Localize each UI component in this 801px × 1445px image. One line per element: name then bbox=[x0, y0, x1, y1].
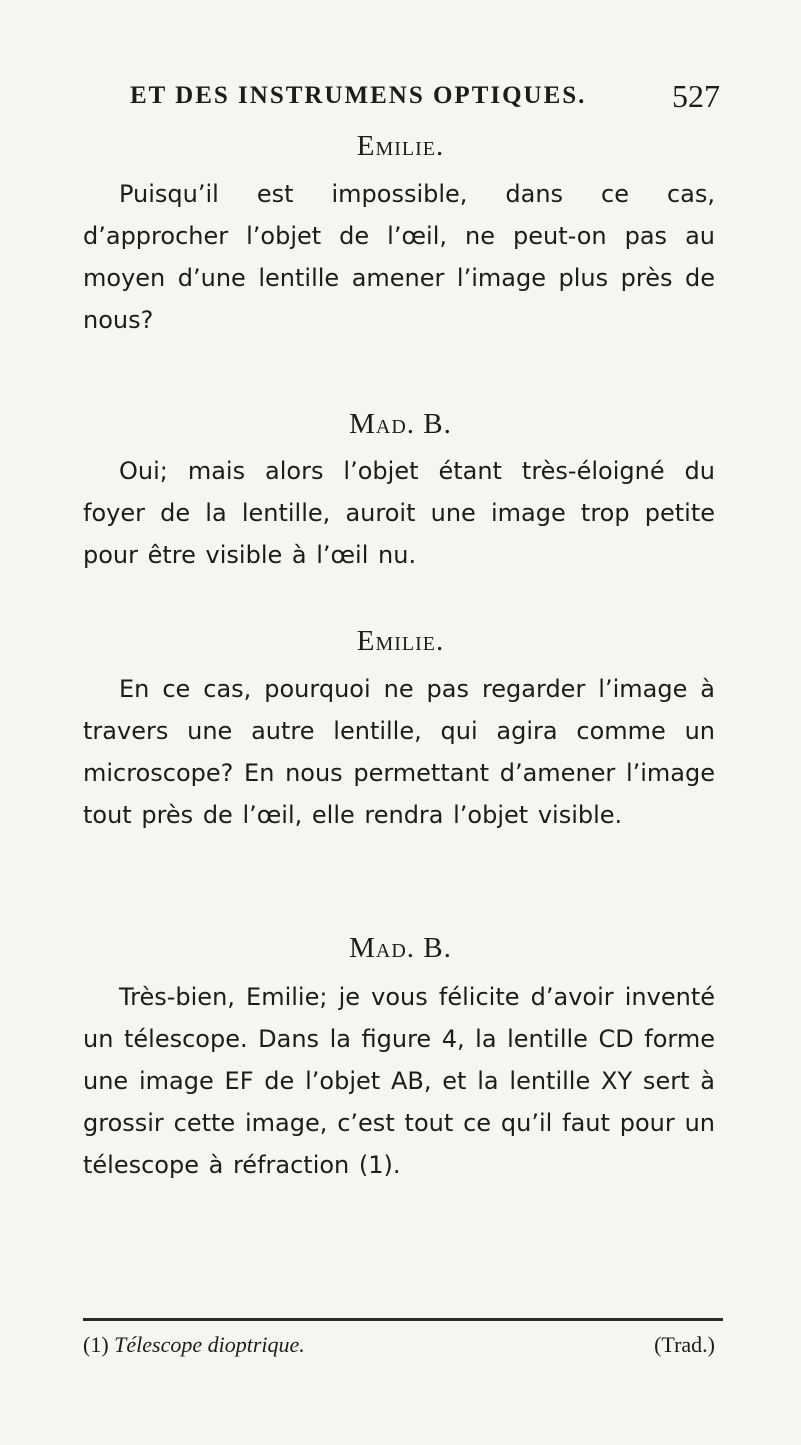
footnote-body bbox=[83, 1332, 305, 1358]
dialogue-paragraph: En ce cas, pourquoi ne pas regarder l’image à travers une autre lentille, qui agira comme un microscope? En nous permettant d’amener l’image tout près de l’œil, elle rendra l’objet visible. bbox=[83, 675, 715, 829]
footnote-text: Télescope dioptrique. bbox=[114, 1332, 305, 1357]
dialogue-paragraph: Très-bien, Emilie; je vous félicite d’avoir inventé un télescope. Dans la figure 4, la lentille CD forme une image EF de l’objet AB, et la lentille XY sert à grossir cette image, c’est tout ce qu’il faut pour un télescope à réfraction (1). bbox=[83, 983, 715, 1179]
running-title: ET DES INSTRUMENS OPTIQUES. bbox=[130, 82, 587, 109]
dialogue-paragraph: Oui; mais alors l’objet étant très-éloigné du foyer de la lentille, auroit une image trop petite pour être visible à l’œil nu. bbox=[83, 457, 715, 569]
running-head bbox=[130, 78, 720, 118]
speaker-name: Emilie. bbox=[356, 625, 445, 657]
footnote-attribution: (Trad.) bbox=[654, 1332, 715, 1357]
footnote bbox=[83, 1332, 715, 1368]
page-number: 527 bbox=[672, 78, 720, 114]
dialogue-paragraph: Puisqu’il est impossible, dans ce cas, d’approcher l’objet de l’œil, ne peut-on pas au moyen d’une lentille amener l’image plus près de nous? bbox=[83, 180, 715, 334]
footnote-rule bbox=[83, 1318, 723, 1321]
speaker-name: Emilie. bbox=[356, 130, 445, 162]
footnote-number: (1) bbox=[83, 1332, 109, 1357]
speaker-name: Mad. B. bbox=[349, 932, 452, 964]
speaker-name: Mad. B. bbox=[349, 408, 452, 440]
